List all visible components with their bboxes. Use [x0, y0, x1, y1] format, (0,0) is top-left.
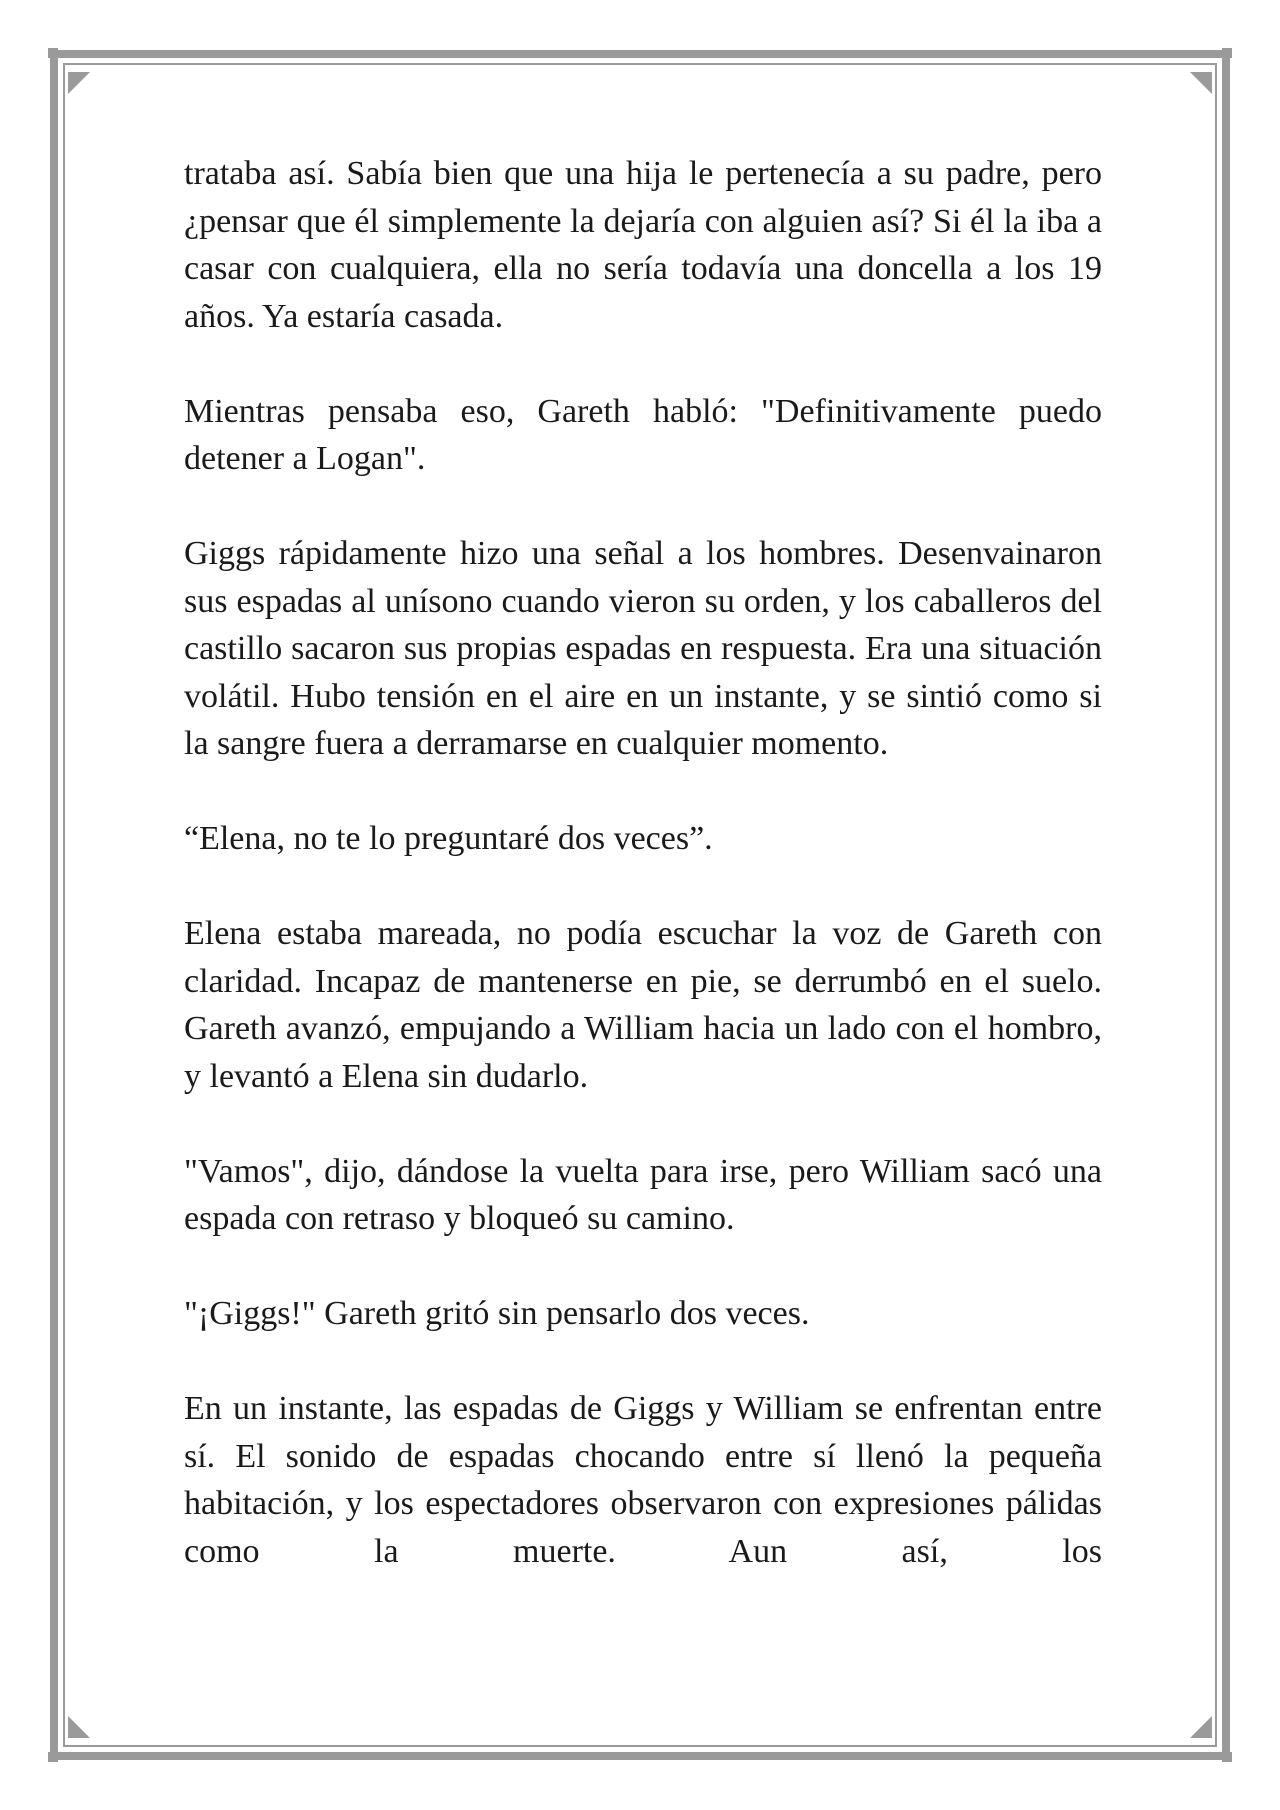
- paragraph: Mientras pensaba eso, Gareth habló: "Definitivamente puedo detener a Logan".: [184, 392, 1102, 477]
- paragraph: En un instante, las espadas de Giggs y William se enfrentan entre sí. El sonido de espadas chocando entre sí llenó la pequeña habitación, y los espectadores observaron con expresiones pálidas como la muerte. Aun así, los: [184, 1390, 1102, 1570]
- paragraph: Elena estaba mareada, no podía escuchar la voz de Gareth con claridad. Incapaz de mantenerse en pie, se derrumbó en el suelo. Gareth avanzó, empujando a William hacia un lado con el hombro, y levantó a Elena sin dudarlo.: [184, 915, 1102, 1095]
- paragraph: "¡Giggs!" Gareth gritó sin pensarlo dos veces.: [184, 1295, 810, 1332]
- page-body: [184, 150, 1102, 1623]
- paragraph: "Vamos", dijo, dándose la vuelta para irse, pero William sacó una espada con retraso y bloqueó su camino.: [184, 1152, 1102, 1237]
- paragraph: “Elena, no te lo preguntaré dos veces”.: [184, 820, 713, 857]
- paragraph: Giggs rápidamente hizo una señal a los hombres. Desenvainaron sus espadas al unísono cuando vieron su orden, y los caballeros del castillo sacaron sus propias espadas en respuesta. Era una situación volátil. Hubo tensión en el aire en un instante, y se sintió como si la sangre fuera a derramarse en cualquier momento.: [184, 535, 1102, 762]
- paragraph: trataba así. Sabía bien que una hija le pertenecía a su padre, pero ¿pensar que él simplemente la dejaría con alguien así? Si él la iba a casar con cualquiera, ella no sería todavía una doncella a los 19 años. Ya estaría casada.: [184, 155, 1102, 335]
